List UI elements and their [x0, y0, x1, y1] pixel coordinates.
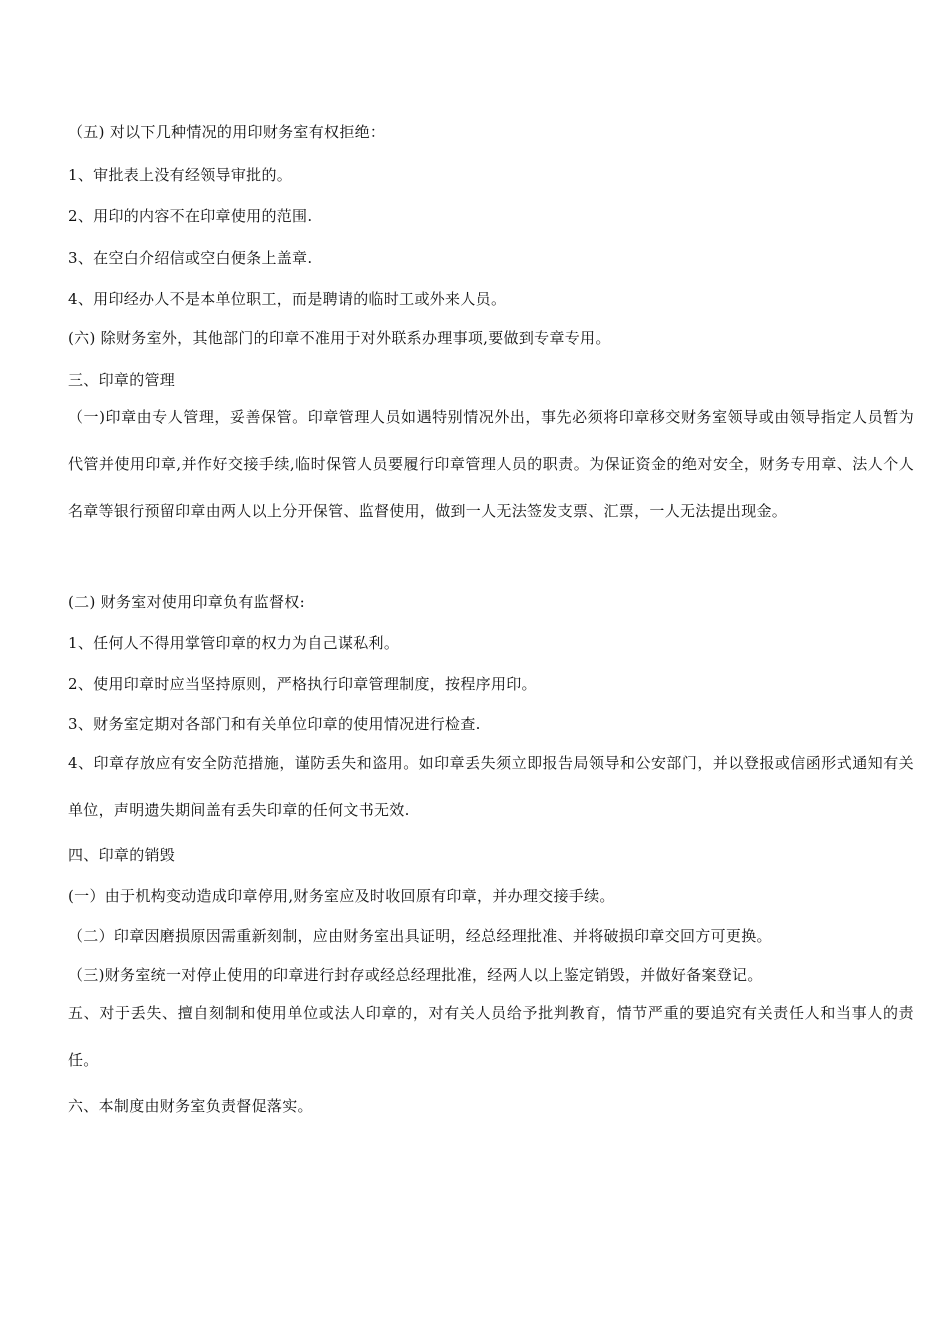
- section-5-responsibility: 五、对于丢失、擅自刻制和使用单位或法人印章的，对有关人员给予批判教育，情节严重的要追究有关责任人和当事人的责任。: [68, 1004, 914, 1069]
- paragraph-3-1-custody: （一)印章由专人管理，妥善保管。印章管理人员如遇特别情况外出，事先必须将印章移交财务室领导或由领导指定人员暂为代管并使用印章,并作好交接手续,临时保管人员要履行印章管理人员的职责。为保证资金的绝对安全，财务专用章、法人个人名章等银行预留印章由两人以上分开保管、监督使用，做到一人无法签发支票、汇票，一人无法提出现金。: [68, 408, 914, 520]
- paragraph-supervision-item-2: 2、使用印章时应当坚持原则，严格执行印章管理制度，按程序用印。: [68, 675, 537, 693]
- paragraph-supervision-item-3: 3、财务室定期对各部门和有关单位印章的使用情况进行检查.: [68, 715, 481, 733]
- paragraph-refusal-item-1: 1、审批表上没有经领导审批的。: [68, 166, 293, 184]
- paragraph-4-2-replacement: （二）印章因磨损原因需重新刻制，应由财务室出具证明，经总经理批准、并将破损印章交回方可更换。: [68, 927, 772, 945]
- paragraph-3-2-supervision-heading: (二) 财务室对使用印章负有监督权:: [68, 593, 305, 611]
- paragraph-supervision-item-4: 4、印章存放应有安全防范措施，谨防丢失和盗用。如印章丢失须立即报告局领导和公安部门，并以登报或信函形式通知有关单位，声明遗失期间盖有丢失印章的任何文书无效.: [68, 754, 914, 819]
- paragraph-supervision-item-1: 1、任何人不得用掌管印章的权力为自己谋私利。: [68, 634, 400, 652]
- paragraph-6-dedicated-seal: (六) 除财务室外，其他部门的印章不准用于对外联系办理事项,要做到专章专用。: [68, 329, 611, 347]
- paragraph-refusal-item-2: 2、用印的内容不在印章使用的范围.: [68, 207, 313, 225]
- paragraph-refusal-item-3: 3、在空白介绍信或空白便条上盖章.: [68, 249, 313, 267]
- section-4-heading: 四、印章的销毁: [68, 846, 176, 864]
- paragraph-5-refusal-heading: （五) 对以下几种情况的用印财务室有权拒绝：: [68, 123, 386, 141]
- paragraph-4-1-recall: (一）由于机构变动造成印章停用,财务室应及时收回原有印章，并办理交接手续。: [68, 887, 615, 905]
- paragraph-refusal-item-4: 4、用印经办人不是本单位职工，而是聘请的临时工或外来人员。: [68, 290, 507, 308]
- section-3-heading: 三、印章的管理: [68, 371, 176, 389]
- paragraph-4-3-destruction: （三)财务室统一对停止使用的印章进行封存或经总经理批准，经两人以上鉴定销毁，并做好备案登记。: [68, 966, 763, 984]
- section-6-implementation: 六、本制度由财务室负责督促落实。: [68, 1097, 313, 1115]
